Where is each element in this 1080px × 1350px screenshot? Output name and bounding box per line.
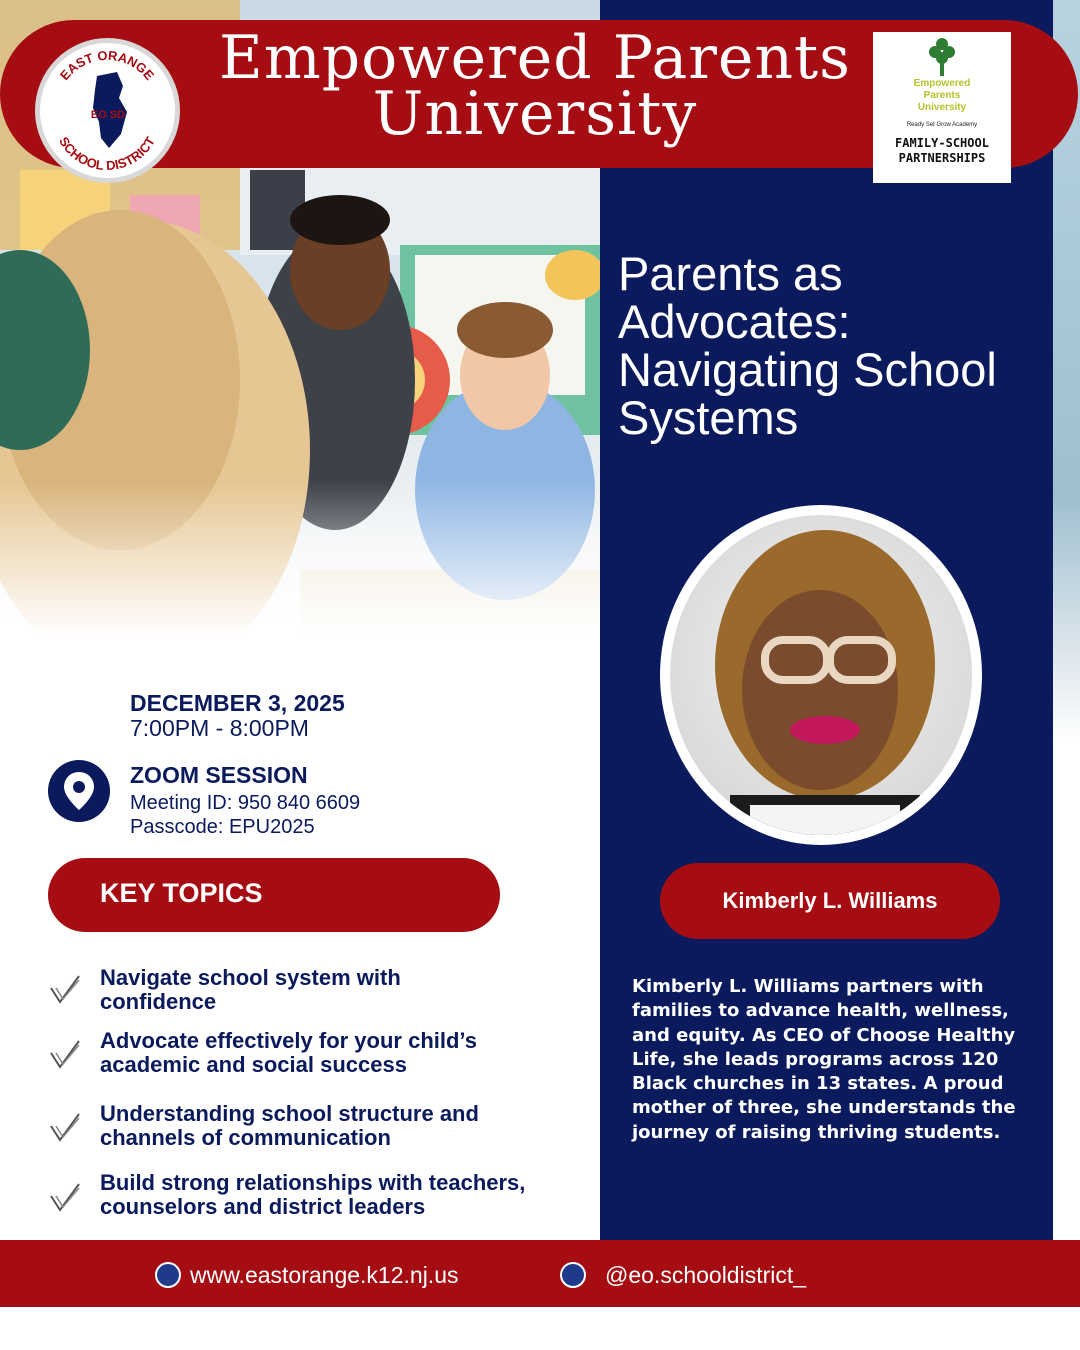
session-type: ZOOM SESSION [130, 762, 308, 788]
topic-line: channels of communication [100, 1125, 391, 1150]
title-line-2: University [372, 79, 698, 149]
topic-item [100, 1102, 560, 1150]
topic-line: Understanding school structure and [100, 1101, 479, 1126]
topic-line: Navigate school system with [100, 965, 401, 990]
check-icon [48, 1110, 82, 1144]
speaker-name: Kimberly L. Williams [660, 863, 1000, 939]
page-title [150, 23, 920, 149]
right-edge-photo [1053, 0, 1080, 1240]
key-topics-heading: KEY TOPICS [100, 878, 263, 908]
social-handle[interactable]: @eo.schooldistrict_ [605, 1262, 807, 1288]
event-date: DECEMBER 3, 2025 [130, 690, 345, 716]
check-icon [48, 972, 82, 1006]
meeting-id: Meeting ID: 950 840 6609 [130, 792, 361, 814]
check-icon [48, 1037, 82, 1071]
globe-icon [155, 1262, 181, 1288]
event-time: 7:00PM - 8:00PM [130, 715, 309, 741]
topic-item [100, 1029, 560, 1077]
location-pin-icon [48, 760, 110, 822]
badge-program: FAMILY-SCHOOL PARTNERSHIPS [895, 136, 989, 165]
topic-item [100, 1171, 560, 1219]
topic-line: counselors and district leaders [100, 1194, 426, 1219]
check-icon [48, 1180, 82, 1214]
topic-line: confidence [100, 989, 217, 1014]
event-title: Parents as Advocates: Navigating School Systems [618, 247, 997, 444]
social-icon [560, 1262, 586, 1288]
district-logo-art [35, 38, 180, 183]
photo-fade [0, 480, 600, 655]
topic-line: Advocate effectively for your child’s [100, 1028, 477, 1053]
website-link[interactable]: www.eastorange.k12.nj.us [190, 1262, 459, 1288]
speaker-bio: Kimberly L. Williams partners with families to advance health, wellness, and equity. As CEO of Choose Healthy Life, she leads programs across 120 Black churches in 13 states. A proud mother of three, she understands the journey of raising thriving students. [632, 976, 1016, 1143]
topic-item [100, 966, 560, 1014]
title-line-1: Empowered Parents [219, 23, 851, 93]
passcode: Passcode: EPU2025 [130, 816, 315, 838]
speaker-photo [670, 515, 972, 835]
logo-center-text: EO SD [90, 109, 126, 121]
logo-top-text: EAST ORANGE [56, 47, 158, 83]
badge-name: Empowered Parents University [913, 78, 971, 113]
badge-tagline: Ready Set Grow Academy [906, 122, 978, 128]
topic-line: Build strong relationships with teachers, [100, 1170, 526, 1195]
topic-line: academic and social success [100, 1052, 407, 1077]
logo-bottom-text: SCHOOL DISTRICT [56, 134, 158, 174]
